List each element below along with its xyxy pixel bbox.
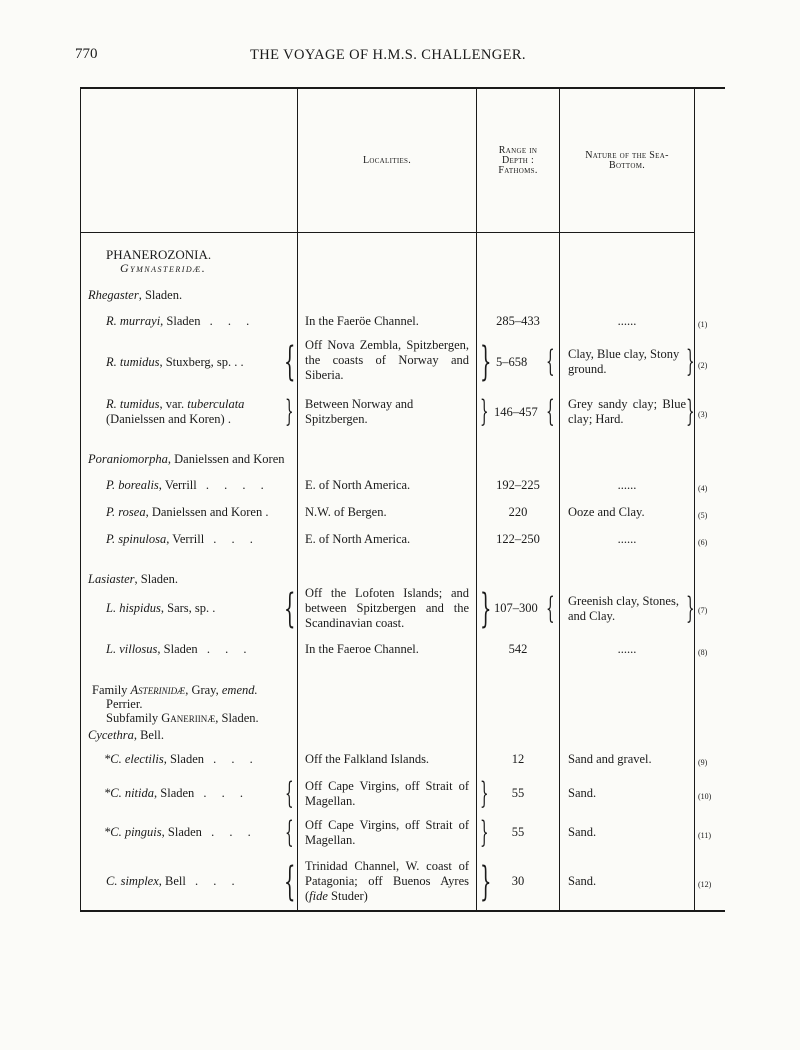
table-row-species: P. rosea, Danielssen and Koren . xyxy=(106,505,269,519)
genus-cycethra xyxy=(88,728,164,743)
table-row-bottom: Sand and gravel. xyxy=(568,752,652,766)
brace-right: } xyxy=(686,344,695,379)
brace-right: } xyxy=(480,859,492,905)
genus-name: Poraniomorpha xyxy=(88,452,168,466)
table-row-depth: 30 xyxy=(511,874,525,888)
species-author: , Verrill xyxy=(166,532,205,546)
col-rule-left xyxy=(80,88,81,911)
genus-poraniomorpha xyxy=(88,452,285,467)
brace-left: { xyxy=(546,591,555,626)
col-rule-bottom xyxy=(559,88,560,911)
footnote-ref: (10) xyxy=(698,792,712,801)
table-row-bottom: ...... xyxy=(617,314,637,328)
table-row-depth: 220 xyxy=(508,505,528,519)
species-author: , Verrill xyxy=(158,478,197,492)
table-row-species: *C. nitida, Sladen . . . xyxy=(104,786,250,800)
footnote-ref: (5) xyxy=(698,511,708,520)
species-author: , Sladen xyxy=(160,314,201,328)
header-nature-line-2: Bottom. xyxy=(608,160,646,171)
table-row-bottom: Ooze and Clay. xyxy=(568,505,645,519)
table-row-locality: Off Cape Virgins, off Strait of Magellan. xyxy=(305,779,469,808)
brace-left: { xyxy=(546,344,555,379)
table-row-depth: 55 xyxy=(511,786,525,800)
species-name: R. tumidus xyxy=(106,397,160,411)
table-row-species-author-2: (Danielssen and Koren) . xyxy=(106,412,231,426)
table-row-species: R. murrayi, Sladen . . . xyxy=(106,314,256,328)
footnote-ref: (8) xyxy=(698,648,708,657)
header-depth xyxy=(477,146,559,176)
brace-left: { xyxy=(284,859,296,905)
brace-right: } xyxy=(480,394,489,429)
table-row-locality: In the Faeroe Channel. xyxy=(305,642,419,656)
species-name: L. villosus xyxy=(106,642,158,656)
table-row-locality: Trinidad Channel, W. coast of Patagonia; off Buenos Ayres (fide Studer) xyxy=(305,859,469,903)
variety-name: tuberculata xyxy=(187,397,245,411)
header-nature-of-bottom xyxy=(560,151,694,171)
table-row-locality: In the Faeröe Channel. xyxy=(305,314,419,328)
species-name: L. hispidus xyxy=(106,601,161,615)
species-author: , Sars, sp. xyxy=(160,601,210,615)
genus-lasiaster xyxy=(88,572,178,587)
genus-rhegaster xyxy=(88,288,182,303)
table-row-bottom: ...... xyxy=(617,478,637,492)
table-row-locality: E. of North America. xyxy=(305,532,411,546)
table-row-depth: 12 xyxy=(511,752,525,766)
brace-right: } xyxy=(686,394,695,429)
footnote-ref: (11) xyxy=(698,831,712,840)
table-row-species: C. simplex, Bell . . . xyxy=(106,874,241,888)
table-row-depth: 122–250 xyxy=(496,532,540,546)
running-head: THE VOYAGE OF H.M.S. CHALLENGER. xyxy=(250,47,526,63)
brace-left: { xyxy=(284,586,296,632)
col-rule-notes xyxy=(694,88,695,911)
brace-right: } xyxy=(480,815,489,850)
genus-author: , Sladen. xyxy=(134,572,178,586)
species-name: C. simplex xyxy=(106,874,159,888)
species-author: , Danielssen and Koren xyxy=(145,505,263,519)
species-author: , Sladen xyxy=(163,752,204,766)
table-row-bottom: Sand. xyxy=(568,825,597,839)
table-row-bottom: Sand. xyxy=(568,786,597,800)
species-name: P. spinulosa xyxy=(106,532,167,546)
species-name: P. borealis xyxy=(106,478,159,492)
species-name: R. murrayi xyxy=(106,314,161,328)
header-localities: Localities. xyxy=(362,155,412,166)
subfamily-ganeriinae: Subfamily Ganeriinæ, Sladen. xyxy=(106,711,259,725)
table-row-species: *C. electilis, Sladen . . . xyxy=(104,752,259,766)
genus-name: Lasiaster xyxy=(88,572,135,586)
table-row-depth: 55 xyxy=(511,825,525,839)
table-row-depth: 146–457 xyxy=(494,405,538,419)
table-row-locality: N.W. of Bergen. xyxy=(305,505,387,519)
footnote-ref: (1) xyxy=(698,320,708,329)
brace-right: } xyxy=(285,394,294,429)
brace-right: } xyxy=(480,339,492,385)
table-row-locality: Off the Lofoten Islands; and between Spitzbergen and the Scandinavian coast. xyxy=(305,586,469,630)
species-name: P. rosea xyxy=(106,505,146,519)
brace-left: { xyxy=(285,776,294,811)
table-row-species: P. borealis, Verrill . . . . xyxy=(106,478,270,492)
table-row-species: L. hispidus, Sars, sp. . xyxy=(106,601,216,615)
table-row-locality: Off Nova Zembla, Spitzbergen, the coasts of Norway and Siberia. xyxy=(305,338,469,382)
table-row-depth: 192–225 xyxy=(496,478,540,492)
brace-right: } xyxy=(686,591,695,626)
table-row-species: L. villosus, Sladen . . . xyxy=(106,642,253,656)
species-author: , Sladen xyxy=(161,825,202,839)
table-bottom-rule xyxy=(80,910,725,912)
footnote-ref: (12) xyxy=(698,880,712,889)
brace-right: } xyxy=(480,776,489,811)
table-row-bottom: Grey sandy clay; Blue clay; Hard. xyxy=(568,397,686,426)
header-depth-line-2: Depth : xyxy=(501,155,535,166)
page-number: 770 xyxy=(75,46,98,62)
table-row-species: *C. pinguis, Sladen . . . xyxy=(104,825,257,839)
table-row-bottom: ...... xyxy=(617,642,637,656)
species-author: , var. xyxy=(159,397,188,411)
section-title: PHANEROZONIA. xyxy=(106,247,212,262)
table-row-locality: Between Norway and Spitzbergen. xyxy=(305,397,414,426)
species-name: *C. pinguis xyxy=(104,825,162,839)
brace-left: { xyxy=(284,339,296,385)
genus-author: , Danielssen and Koren xyxy=(167,452,285,466)
footnote-ref: (6) xyxy=(698,538,708,547)
species-name: R. tumidus xyxy=(106,355,160,369)
header-nature-line-1: Nature of the Sea- xyxy=(585,150,669,161)
species-name: *C. nitida xyxy=(104,786,155,800)
family-name: Asterinidæ xyxy=(130,683,186,697)
genus-name: Rhegaster xyxy=(88,288,139,302)
species-author: , Sladen xyxy=(154,786,195,800)
table-row-bottom: Clay, Blue clay, Stony ground. xyxy=(568,347,680,376)
footnote-ref: (9) xyxy=(698,758,708,767)
family-gymnasteridae: Gymnasteridæ. xyxy=(120,261,207,275)
brace-right: } xyxy=(480,586,492,632)
species-author: , Stuxberg, sp. xyxy=(159,355,232,369)
header-rule xyxy=(80,232,695,233)
species-author: , Bell xyxy=(158,874,186,888)
footnote-ref: (3) xyxy=(698,410,708,419)
species-name: *C. electilis xyxy=(104,752,164,766)
table-row-bottom: Sand. xyxy=(568,874,597,888)
species-author: , Sladen xyxy=(157,642,198,656)
footnote-ref: (2) xyxy=(698,361,708,370)
family-asterinidae-author: Perrier. xyxy=(106,697,143,711)
table-row-bottom: ...... xyxy=(617,532,637,546)
col-rule-localities xyxy=(297,88,298,911)
table-row-bottom: Greenish clay, Stones, and Clay. xyxy=(568,594,679,623)
table-row-locality: Off the Falkland Islands. xyxy=(305,752,430,766)
genus-author: , Sladen. xyxy=(138,288,183,302)
genus-author: , Bell. xyxy=(133,728,165,742)
table-row-locality: E. of North America. xyxy=(305,478,411,492)
table-row-depth: 5–658 xyxy=(496,355,528,369)
table-top-rule xyxy=(80,87,725,89)
header-depth-line-1: Range in xyxy=(498,145,538,156)
table-row-depth: 542 xyxy=(508,642,528,656)
footnote-ref: (7) xyxy=(698,606,708,615)
family-asterinidae: Family Asterinidæ, Gray, emend. xyxy=(92,683,258,697)
table-row-species: P. spinulosa, Verrill . . . xyxy=(106,532,259,546)
footnote-ref: (4) xyxy=(698,484,708,493)
brace-left: { xyxy=(546,394,555,429)
table-row-species: R. tumidus, Stuxberg, sp. . . xyxy=(106,355,244,369)
brace-left: { xyxy=(285,815,294,850)
table-row-depth: 107–300 xyxy=(494,601,538,615)
table-row-species xyxy=(106,397,244,412)
subfamily-name: Ganeriinæ xyxy=(161,711,216,725)
genus-name: Cycethra xyxy=(88,728,134,742)
table-row-locality: Off Cape Virgins, off Strait of Magellan. xyxy=(305,818,469,847)
header-depth-line-3: Fathoms. xyxy=(498,165,538,176)
table-row-depth: 285–433 xyxy=(496,314,540,328)
